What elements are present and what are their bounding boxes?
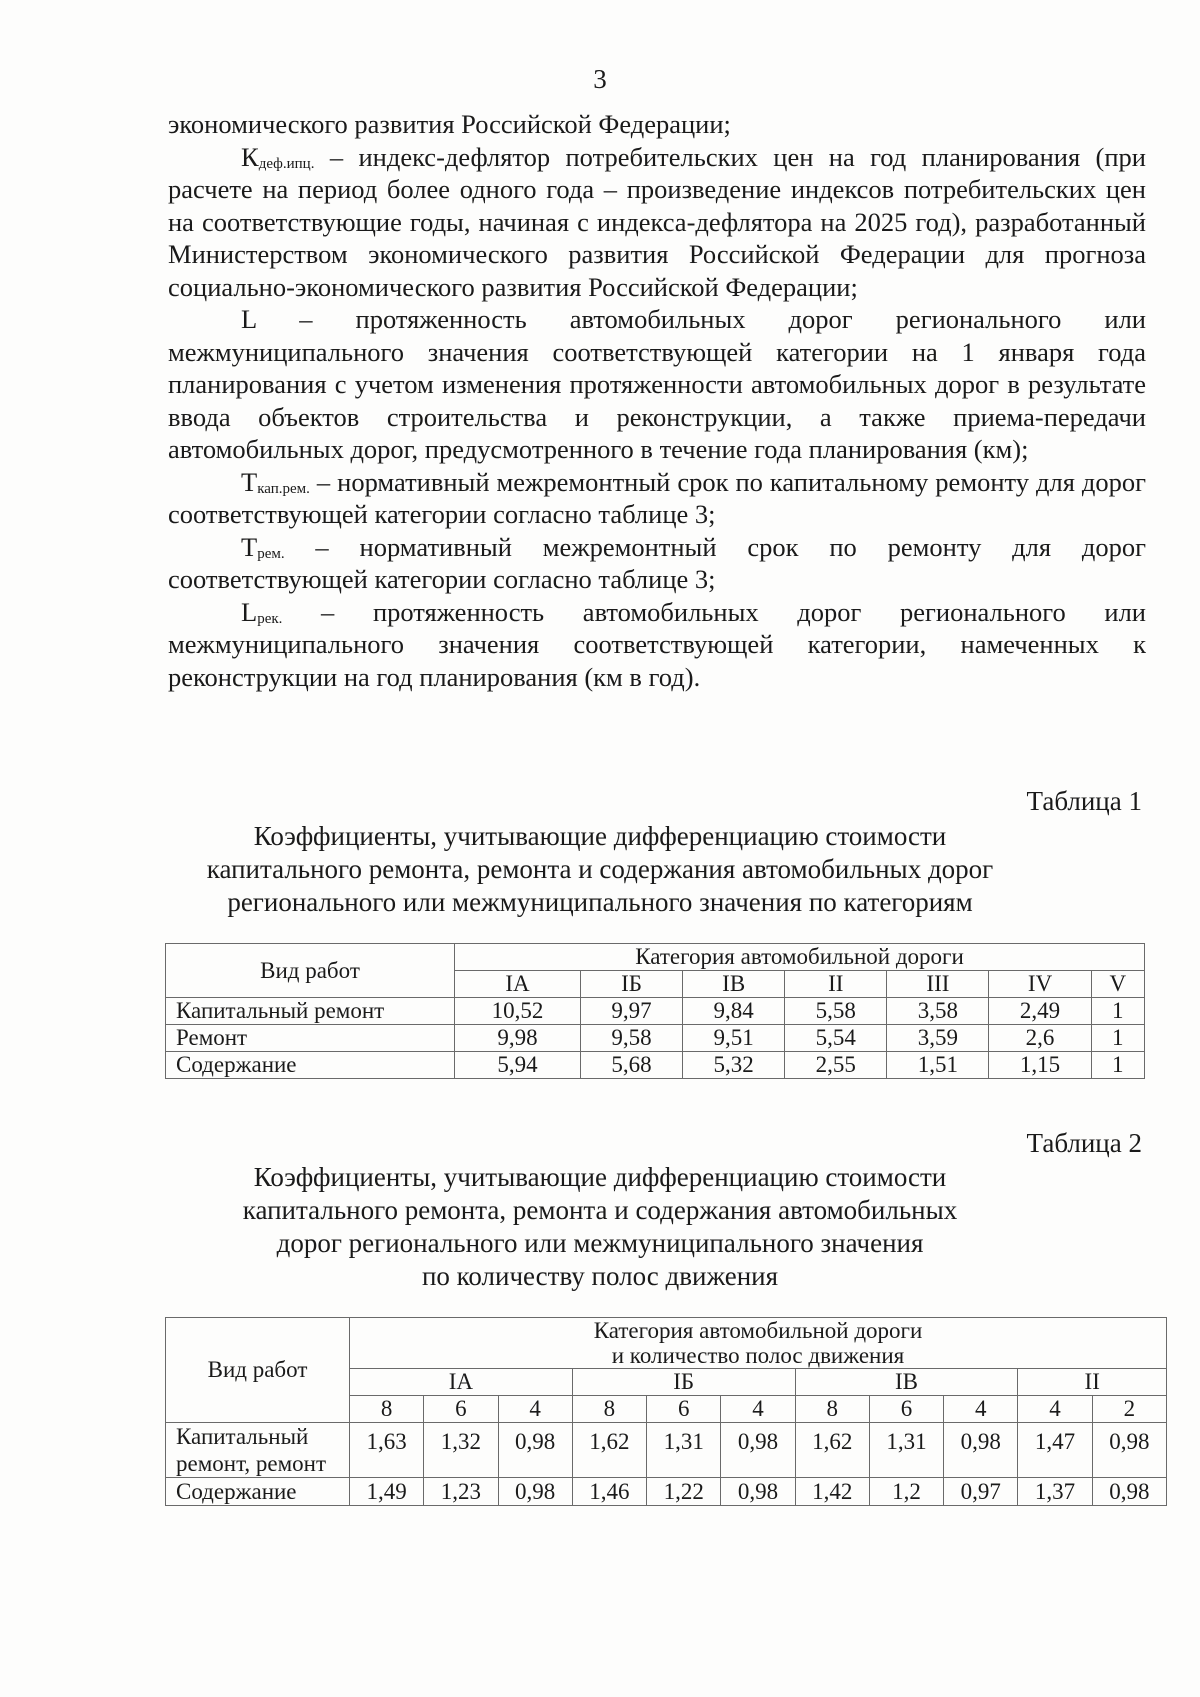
paragraph [168,303,1146,466]
table-row [166,1478,1167,1506]
table1-cell: 2,49 [989,998,1091,1025]
table2-lanes: 4 [498,1396,572,1423]
table2-lanes: 6 [869,1396,943,1423]
table2-work-line: ремонт, ремонт [176,1451,327,1476]
table1-cell: 9,51 [683,1025,785,1052]
paragraph-text: – индекс-дефлятор потребительских цен на год планирования (при расчете на период более одного года – произведение индексов потребительских цен на соответствующие годы, начиная с индекса-дефлятора на 2025 год), разработанный Министерством экономического развития Российской Федерации для прогноза социально-экономического развития Российской Федерации; [168,141,1146,302]
table1-cell: 1,51 [887,1052,989,1079]
table1-label: Таблица 1 [1026,786,1142,816]
table2-lanes: 8 [572,1396,646,1423]
table2-group: IB [795,1369,1018,1396]
table1 [165,943,1145,1079]
table2-cell: 1,49 [350,1478,424,1506]
paragraph-text: экономического развития Российской Федерации; [168,109,731,139]
symbol: L [241,304,257,334]
table2-cell: 1,31 [869,1423,943,1478]
table2-work [166,1478,350,1506]
table2-header-line: Категория автомобильной дороги [593,1318,923,1343]
table1-cell: 10,52 [455,998,581,1025]
table1-work: Капитальный ремонт [166,998,455,1025]
paragraph-text: – протяженность автомобильных дорог регионального или межмуниципального значения соответствующей категории, намеченных к реконструкции на год планирования (км в год). [168,596,1146,692]
table2-header-category [350,1318,1167,1369]
paragraph [168,531,1146,596]
table2-title-line: капитального ремонта, ремонта и содержания автомобильных [242,1195,958,1225]
table1-cell: 5,68 [580,1052,682,1079]
table1-title-line: регионального или межмуниципального значения по категориям [227,887,973,917]
symbol: T [241,466,258,497]
paragraph [168,108,1146,141]
table2-cell: 0,98 [721,1478,795,1506]
table2-group: IБ [572,1369,795,1396]
symbol: T [241,531,258,562]
table2-cell: 1,63 [350,1423,424,1478]
table1-cell: 9,98 [455,1025,581,1052]
table2-cell: 1,47 [1018,1423,1092,1478]
table2-work-line: Капитальный [176,1424,309,1449]
symbol: L [241,596,258,627]
table2-title [0,1161,1200,1293]
symbol-subscript: рек. [257,610,283,627]
table-row [166,998,1145,1025]
table1-category: II [785,971,887,998]
table2-cell: 1,46 [572,1478,646,1506]
table2-cell: 1,31 [647,1423,721,1478]
table1-cell: 9,58 [580,1025,682,1052]
table1-category: IV [989,971,1091,998]
table1-cell: 9,84 [683,998,785,1025]
table1-category: IA [455,971,581,998]
table2-label: Таблица 2 [1026,1128,1142,1158]
table1-cell: 5,94 [455,1052,581,1079]
table1-cell: 5,58 [785,998,887,1025]
paragraph-text: – протяженность автомобильных дорог регионального или межмуниципального значения соответствующей категории на 1 января года планирования с учетом изменения протяженности автомобильных дорог в результате ввода объектов строительства и реконструкции, а также приема-передачи автомобильных дорог, предусмотренного в течение года планирования (км); [168,304,1146,464]
table1-cell: 3,58 [887,998,989,1025]
paragraph-text: – нормативный межремонтный срок по капитальному ремонту для дорог соответствующей категории согласно таблице 3; [168,466,1146,529]
table1-cell: 2,55 [785,1052,887,1079]
paragraph-text: – нормативный межремонтный срок по ремонту для дорог соответствующей категории согласно таблице 3; [168,531,1146,594]
table2-cell: 0,98 [498,1423,572,1478]
table2-work-line: Содержание [176,1479,297,1504]
table1-cell: 3,59 [887,1025,989,1052]
table2-cell: 0,98 [1092,1478,1166,1506]
page-number: 3 [593,64,607,94]
table2-cell: 1,62 [572,1423,646,1478]
table2-title-line: Коэффициенты, учитывающие дифференциацию стоимости [253,1162,947,1192]
table2-cell: 0,98 [944,1423,1018,1478]
table2-header-work: Вид работ [166,1318,350,1423]
table2-lanes: 6 [424,1396,498,1423]
table1-category: IB [683,971,785,998]
table2-lanes: 4 [1018,1396,1092,1423]
table2-lanes: 4 [944,1396,1018,1423]
table2-lanes: 6 [647,1396,721,1423]
table2-cell: 1,23 [424,1478,498,1506]
table2-cell: 1,32 [424,1423,498,1478]
table2-cell: 1,62 [795,1423,869,1478]
table1-cell: 1,15 [989,1052,1091,1079]
table2-lanes: 2 [1092,1396,1166,1423]
table1-category: V [1091,971,1144,998]
table2-cell: 1,42 [795,1478,869,1506]
table-row [166,1423,1167,1478]
table1-title-line: Коэффициенты, учитывающие дифференциацию стоимости [253,821,947,851]
table1-cell: 9,97 [580,998,682,1025]
table1-cell: 1 [1091,1025,1144,1052]
table1-cell: 1 [1091,1052,1144,1079]
paragraph [168,466,1146,531]
table2-cell: 0,97 [944,1478,1018,1506]
symbol-subscript: деф.ипц. [258,155,315,172]
table1-work: Содержание [166,1052,455,1079]
symbol-subscript: рем. [257,545,285,562]
symbol-subscript: кап.рем. [257,480,310,497]
table1-category: IБ [580,971,682,998]
table1-title-line: капитального ремонта, ремонта и содержания автомобильных дорог [206,854,994,884]
table2-cell: 0,98 [498,1478,572,1506]
table2 [165,1317,1167,1506]
table2-cell: 1,22 [647,1478,721,1506]
table1-cell: 5,54 [785,1025,887,1052]
table2-header-line: и количество полос движения [611,1343,905,1368]
table2-group: II [1018,1369,1167,1396]
table1-category: III [887,971,989,998]
table1-cell: 1 [1091,998,1144,1025]
table1-work: Ремонт [166,1025,455,1052]
paragraph [168,596,1146,694]
table2-lanes: 8 [350,1396,424,1423]
table1-title [0,820,1200,919]
table2-cell: 0,98 [721,1423,795,1478]
table1-header-work: Вид работ [166,944,455,998]
table2-title-line: по количеству полос движения [421,1261,779,1291]
paragraph [168,141,1146,304]
table1-header-category: Категория автомобильной дороги [455,944,1145,971]
table2-work [166,1423,350,1478]
table2-lanes: 4 [721,1396,795,1423]
table2-group: IA [350,1369,573,1396]
table2-cell: 1,2 [869,1478,943,1506]
symbol: К [241,141,259,172]
table2-cell: 1,37 [1018,1478,1092,1506]
table1-cell: 5,32 [683,1052,785,1079]
table2-cell: 0,98 [1092,1423,1166,1478]
body-text [168,108,1146,693]
table-row [166,1052,1145,1079]
table-row [166,1025,1145,1052]
table1-cell: 2,6 [989,1025,1091,1052]
table2-title-line: дорог регионального или межмуниципального значения [276,1228,924,1258]
table2-lanes: 8 [795,1396,869,1423]
